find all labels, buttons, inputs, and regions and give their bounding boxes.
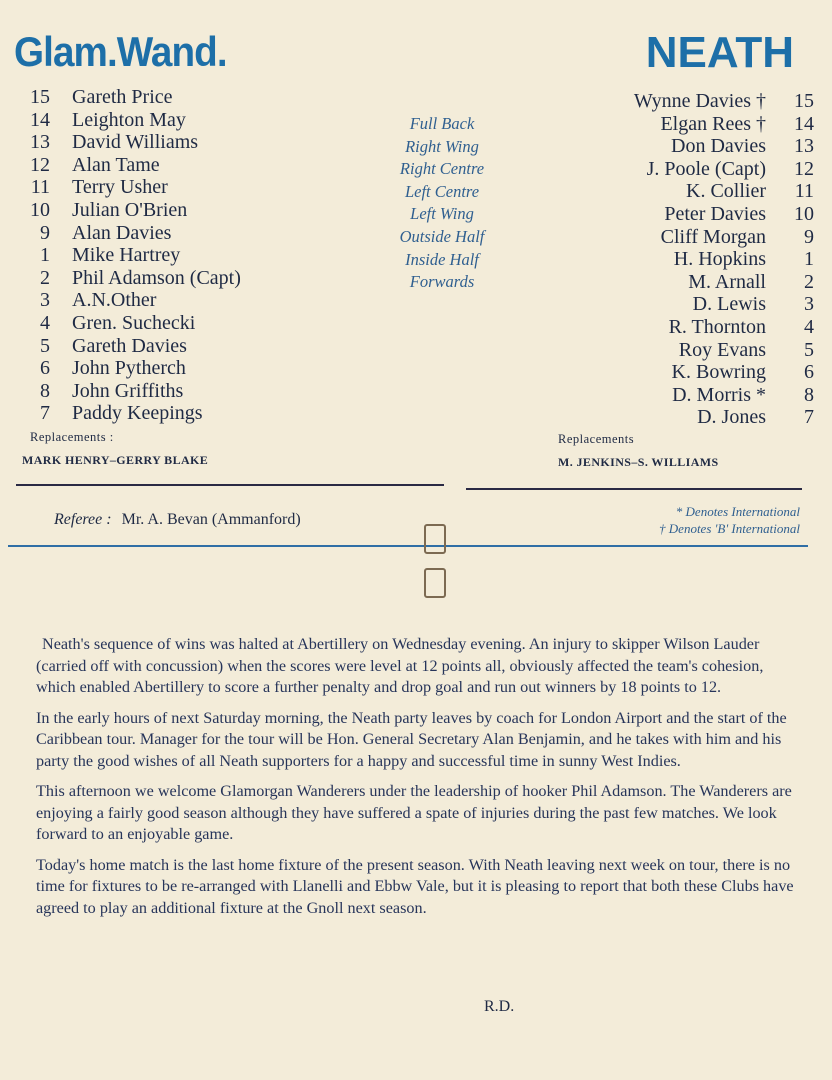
player-number: 9 [40,221,50,244]
player-row [634,293,814,316]
player-row [22,244,241,267]
player-name: Gareth Davies [72,334,187,357]
player-row [634,316,814,339]
player-name: J. Poole (Capt) [646,157,766,180]
player-number: 14 [794,112,814,135]
player-row [22,289,241,312]
player-name: Cliff Morgan [660,225,766,248]
player-number: 3 [804,293,814,316]
referee-label: Referee : [54,511,112,528]
player-row [634,384,814,407]
staple-hole-top [424,524,446,554]
player-name: Paddy Keepings [72,402,203,425]
notes-article [36,634,806,928]
position-label: Right Centre [399,159,485,179]
player-name: John Griffiths [72,379,184,402]
player-name: Julian O'Brien [72,198,188,221]
player-name: A.N.Other [72,289,157,312]
player-row [22,312,241,335]
player-name: Phil Adamson (Capt) [72,266,241,289]
player-number: 13 [30,131,50,154]
player-number: 11 [30,176,50,199]
paragraph: Today's home match is the last home fixture of the present season. With Neath leaving next week on tour, there is no time for fixtures to be re-arranged with Llanelli and Ebbw Vale, but it is pleasing to report that both these Clubs have agreed to play an additional fixture at the Gnoll next season. [36,855,794,917]
paragraph: Neath's sequence of wins was halted at Abertillery on Wednesday evening. An injury to skipper Wilson Lauder (carried off with concussion) when the scores were level at 12 points all, obviously affected the team's cohesion, which enabled Abertillery to score a further penalty and drop goal and run out winners by 18 points to 12. [36,635,764,696]
player-row [634,271,814,294]
referee-name: Mr. A. Bevan (Ammanford) [121,511,301,528]
player-row [22,176,241,199]
player-name: K. Collier [686,180,766,203]
player-row [634,248,814,271]
player-number: 6 [40,357,50,380]
right-team-list [634,90,814,429]
player-name: Gareth Price [72,86,173,108]
position-label: Left Wing [410,204,474,224]
player-name: Mike Hartrey [72,244,181,267]
player-name: Alan Tame [72,153,160,176]
player-row [634,361,814,384]
player-number: 5 [804,338,814,361]
player-row [634,339,814,362]
key-international: * Denotes International [675,504,800,519]
player-name: Terry Usher [72,176,168,199]
player-name: Don Davies [671,135,766,158]
player-name: Roy Evans [678,338,766,361]
player-name: David Williams [72,131,199,154]
international-key [659,503,800,537]
position-label: Right Wing [405,136,479,156]
player-row [22,199,241,222]
left-replacements-label: Replacements : [30,430,114,444]
player-number: 12 [794,157,814,180]
player-number: 13 [794,135,814,158]
player-number: 6 [804,361,814,384]
player-number: 9 [804,225,814,248]
position-label: Left Centre [404,181,480,201]
player-number: 15 [794,90,814,112]
player-row [22,267,241,290]
player-number: 1 [804,248,814,271]
player-row [22,335,241,358]
player-name: Peter Davies [664,202,766,225]
player-row [22,357,241,380]
positions-list [372,113,512,294]
player-number: 7 [40,402,50,425]
player-number: 2 [40,266,50,289]
player-number: 10 [30,198,50,221]
player-number: 1 [40,244,50,267]
player-name: D. Jones [697,406,766,429]
player-row [634,90,814,113]
player-name: D. Morris * [672,383,766,406]
paragraph: This afternoon we welcome Glamorgan Wanderers under the leadership of hooker Phil Adamson. The Wanderers are enjoying a fairly good season although they have suffered a spate of injuries during the past few matches. We look forward to an enjoyable game. [36,782,792,843]
player-name: Alan Davies [72,221,172,244]
player-number: 11 [794,180,814,203]
player-row [22,154,241,177]
player-number: 8 [40,379,50,402]
player-row [634,158,814,181]
player-row [634,113,814,136]
player-row [634,226,814,249]
player-name: M. Arnall [688,270,766,293]
player-name: Wynne Davies † [633,90,766,112]
player-number: 4 [40,311,50,334]
position-label: Full Back [409,114,475,133]
player-name: Leighton May [72,108,186,131]
player-name: H. Hopkins [673,248,766,271]
key-b-international: † Denotes 'B' International [659,521,800,536]
player-number: 10 [794,202,814,225]
player-row [22,86,241,109]
player-name: R. Thornton [668,315,766,338]
paragraph: In the early hours of next Saturday morning, the Neath party leaves by coach for London Airport and the start of the Caribbean tour. Manager for the tour will be Hon. General Secretary Alan Benjamin, and he takes with him and his party the good wishes of all Neath supporters for a happy and successful time in sunny West Indies. [36,708,787,770]
right-replacements: M. JENKINS–S. WILLIAMS [558,455,719,469]
divider-blue [8,545,808,547]
player-row [22,402,241,425]
player-row [22,222,241,245]
left-replacements: MARK HENRY–GERRY BLAKE [22,453,209,467]
signature: R.D. [484,998,515,1015]
referee-line [54,511,301,529]
divider-left [16,484,444,486]
position-label: Outside Half [399,226,485,246]
player-row [22,109,241,132]
player-name: Elgan Rees † [660,112,766,135]
right-replacements-label: Replacements [558,432,635,446]
divider-right [466,488,802,490]
position-label: Forwards [409,272,475,292]
player-number: 12 [30,153,50,176]
player-row [634,135,814,158]
position-label: Inside Half [405,249,479,269]
player-row [634,406,814,429]
player-number: 2 [804,270,814,293]
player-row [634,203,814,226]
player-number: 14 [30,108,50,131]
player-number: 8 [804,383,814,406]
player-number: 7 [804,406,814,429]
left-team-list [22,86,241,425]
player-name: D. Lewis [692,293,766,316]
player-name: John Pytherch [72,357,186,380]
staple-hole-bottom [424,568,446,598]
player-row [634,180,814,203]
player-name: Gren. Suchecki [72,311,196,334]
player-number: 15 [30,86,50,108]
player-number: 3 [40,289,50,312]
player-number: 5 [40,334,50,357]
player-row [22,380,241,403]
player-number: 4 [804,315,814,338]
right-team-title: NEATH [645,28,794,77]
player-row [22,131,241,154]
left-team-title: Glam.Wand. [14,28,227,75]
player-name: K. Bowring [671,361,766,384]
